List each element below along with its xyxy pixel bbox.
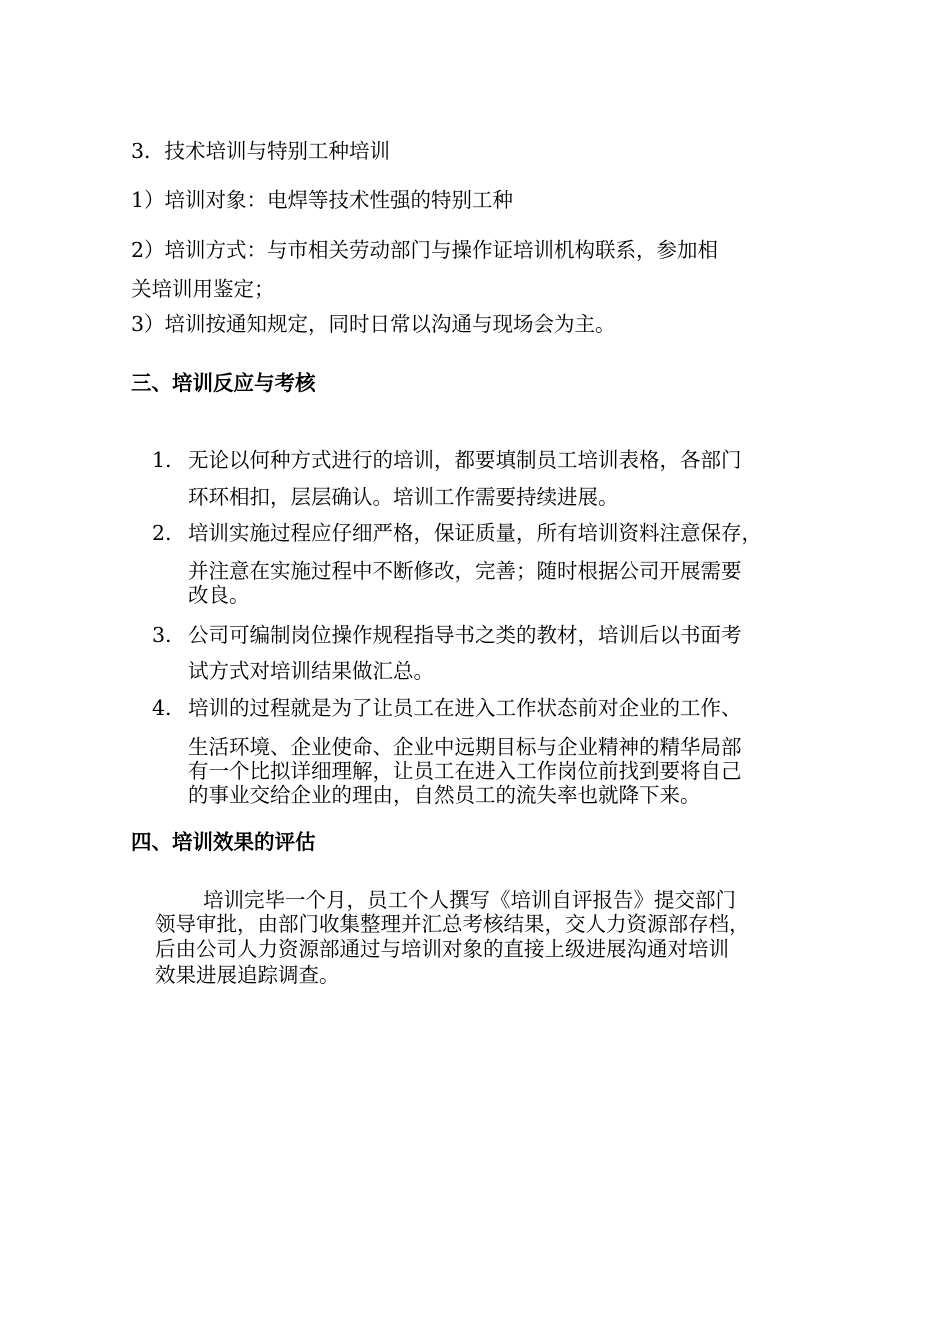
- list-item-line: 有一个比拟详细理解，让员工在进入工作岗位前找到要将自己: [188, 759, 742, 783]
- section-heading-3: 三、培训反应与考核: [131, 371, 316, 395]
- list-item-number: 3.: [152, 623, 172, 647]
- section-heading-4: 四、培训效果的评估: [131, 830, 316, 854]
- training-method-line-2: 关培训用鉴定；: [131, 277, 275, 301]
- training-notice: 3）培训按通知规定，同时日常以沟通与现场会为主。: [131, 312, 616, 336]
- paragraph-line: 培训完毕一个月，员工个人撰写《培训自评报告》提交部门: [203, 888, 736, 912]
- list-item-line: 试方式对培训结果做汇总。: [188, 659, 434, 683]
- list-item-number: 2.: [152, 521, 172, 545]
- list-item-number: 1.: [152, 448, 172, 472]
- tech-training-title: 3．技术培训与特别工种培训: [131, 139, 391, 163]
- list-item-line: 生活环境、企业使命、企业中远期目标与企业精神的精华局部: [188, 735, 742, 759]
- training-method-line-1: 2）培训方式：与市相关劳动部门与操作证培训机构联系，参加相: [131, 238, 719, 262]
- list-item-line: 的事业交给企业的理由，自然员工的流失率也就降下来。: [188, 783, 701, 807]
- paragraph-line: 后由公司人力资源部通过与培训对象的直接上级进展沟通对培训: [155, 937, 729, 961]
- list-item-line: 无论以何种方式进行的培训，都要填制员工培训表格，各部门: [188, 448, 742, 472]
- list-item-line: 环环相扣，层层确认。培训工作需要持续进展。: [188, 485, 619, 509]
- list-item-line: 公司可编制岗位操作规程指导书之类的教材，培训后以书面考: [188, 623, 742, 647]
- training-target: 1）培训对象：电焊等技术性强的特别工种: [131, 188, 514, 212]
- list-item-line: 改良。: [188, 583, 250, 607]
- list-item-line: 培训实施过程应仔细严格，保证质量，所有培训资料注意保存，: [188, 521, 762, 545]
- list-item-line: 培训的过程就是为了让员工在进入工作状态前对企业的工作、: [188, 696, 742, 720]
- paragraph-line: 领导审批，由部门收集整理并汇总考核结果，交人力资源部存档，: [155, 912, 750, 936]
- list-item-number: 4.: [152, 696, 172, 720]
- list-item-line: 并注意在实施过程中不断修改，完善；随时根据公司开展需要: [188, 559, 742, 583]
- paragraph-line: 效果进展追踪调查。: [155, 963, 340, 987]
